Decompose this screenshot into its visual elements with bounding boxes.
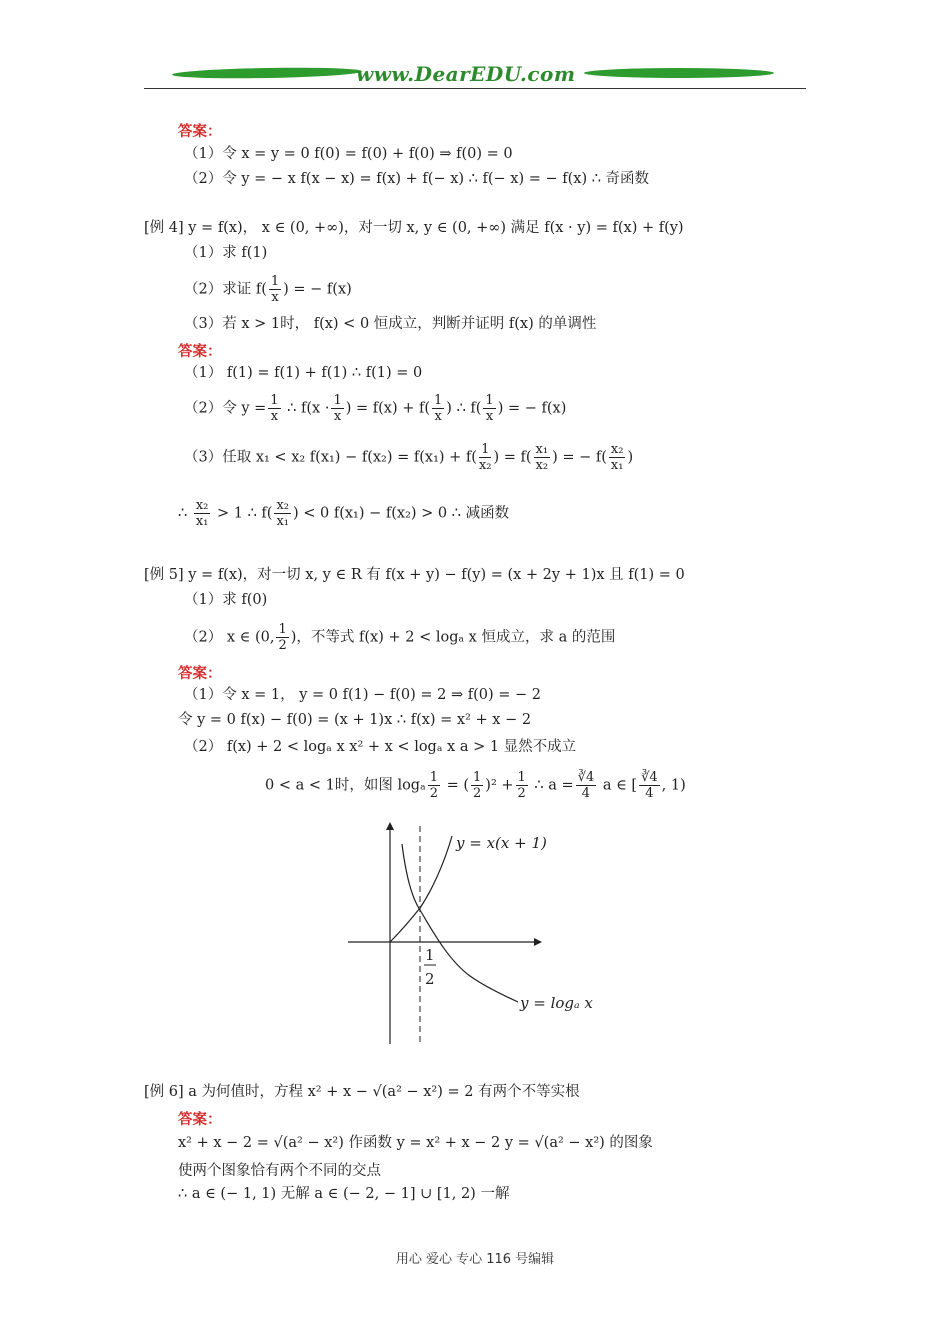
curve-log: [402, 844, 518, 1002]
label-half-den: 2: [425, 970, 435, 988]
header-rule: [144, 88, 806, 89]
example-4-title: [例 4] y = f(x)， x ∈ (0, +∞)，对一切 x, y ∈ (0, +∞) 满足 f(x · y) = f(x) + f(y): [144, 220, 684, 236]
label-half-num: 1: [425, 946, 435, 964]
header-swoosh-right: [584, 68, 774, 78]
y-axis-arrow: [386, 822, 394, 830]
answer-label: 答案：: [178, 344, 222, 360]
answer-label: 答案：: [178, 1112, 222, 1128]
question-line: （2）求证 f( $\frac{1}{x}$ ) = − f(x): [184, 274, 352, 305]
function-graph: [340, 822, 610, 1048]
example-5-title: [例 5] y = f(x)，对一切 x, y ∈ R 有 f(x + y) − f(y) = (x + 2y + 1)x 且 f(1) = 0: [144, 567, 685, 583]
answer-line: ∴ a ∈ (− 1, 1) 无解 a ∈ (− 2, − 1] ∪ [1, 2) 一解: [178, 1186, 510, 1202]
answer-line: （1）令 x = y = 0 f(0) = f(0) + f(0) ⇒ f(0) = 0: [184, 146, 513, 162]
question-line: （3）若 x > 1时， f(x) < 0 恒成立，判断并证明 f(x) 的单调性: [184, 316, 597, 332]
question-line: （2） x ∈ (0, $\frac{1}{2}$ )，不等式 f(x) + 2 < logₐ x 恒成立，求 a 的范围: [184, 622, 616, 653]
answer-line: （2）令 y = − x f(x − x) = f(x) + f(− x) ∴ f(− x) = − f(x) ∴ 奇函数: [184, 171, 650, 187]
question-line: （1）求 f(1): [184, 245, 268, 261]
answer-line: 使两个图象恰有两个不同的交点: [178, 1163, 381, 1179]
example-6-title: [例 6] a 为何值时，方程 x² + x − √(a² − x²) = 2 有两个不等实根: [144, 1084, 580, 1100]
page-header: [144, 60, 806, 94]
x-axis-arrow: [534, 938, 542, 946]
label-parabola: y = x(x + 1): [456, 834, 547, 852]
fraction: $\frac{1}{x}$: [270, 274, 280, 305]
answer-label: 答案：: [178, 124, 222, 140]
site-logo: www.DearEDU.com: [356, 62, 576, 86]
curve-parabola: [390, 836, 452, 942]
header-swoosh-left: [172, 66, 362, 79]
answer-line: （2） f(x) + 2 < logₐ x x² + x < logₐ x a > 1 显然不成立: [184, 739, 577, 755]
answer-line: （1） f(1) = f(1) + f(1) ∴ f(1) = 0: [184, 365, 423, 381]
answer-line: 令 y = 0 f(x) − f(0) = (x + 1)x ∴ f(x) = x² + x − 2: [178, 712, 532, 728]
answer-line: （3）任取 x₁ < x₂ f(x₁) − f(x₂) = f(x₁) + f( $\frac{1}{\text{x₂}}$ ) = f( $\frac{\text{x₁}}{\text{x₂}}$ ) = − f( $\frac{\text{x₂}}{\text{x₁}}$ ): [184, 442, 634, 473]
label-log: y = logₐ x: [520, 994, 593, 1012]
answer-label: 答案：: [178, 666, 222, 682]
answer-line: （2）令 y = $\frac{1}{x}$ ∴ f(x · $\frac{1}{x}$ ) = f(x) + f( $\frac{1}{x}$ ) ∴ f( $\frac{1}{x}$ ) = − f(x): [184, 393, 567, 424]
answer-line: 0 < a < 1时，如图 logₐ $\frac{1}{2}$ = ( $\frac{1}{2}$ )² + $\frac{1}{2}$ ∴ a = $\frac{∛4}{4}$ a ∈ [ $\frac{∛4}{4}$ , 1): [265, 770, 686, 801]
answer-line: ∴ $\frac{\text{x₂}}{\text{x₁}}$ > 1 ∴ f( $\frac{\text{x₂}}{\text{x₁}}$ ) < 0 f(x₁) − f(x₂) > 0 ∴ 减函数: [178, 498, 510, 529]
page-footer: 用心 爱心 专心 116 号编辑: [395, 1252, 555, 1267]
answer-line: x² + x − 2 = √(a² − x²) 作函数 y = x² + x − 2 y = √(a² − x²) 的图象: [178, 1135, 653, 1151]
answer-line: （1）令 x = 1， y = 0 f(1) − f(0) = 2 ⇒ f(0) = − 2: [184, 687, 542, 703]
question-line: （1）求 f(0): [184, 592, 268, 608]
